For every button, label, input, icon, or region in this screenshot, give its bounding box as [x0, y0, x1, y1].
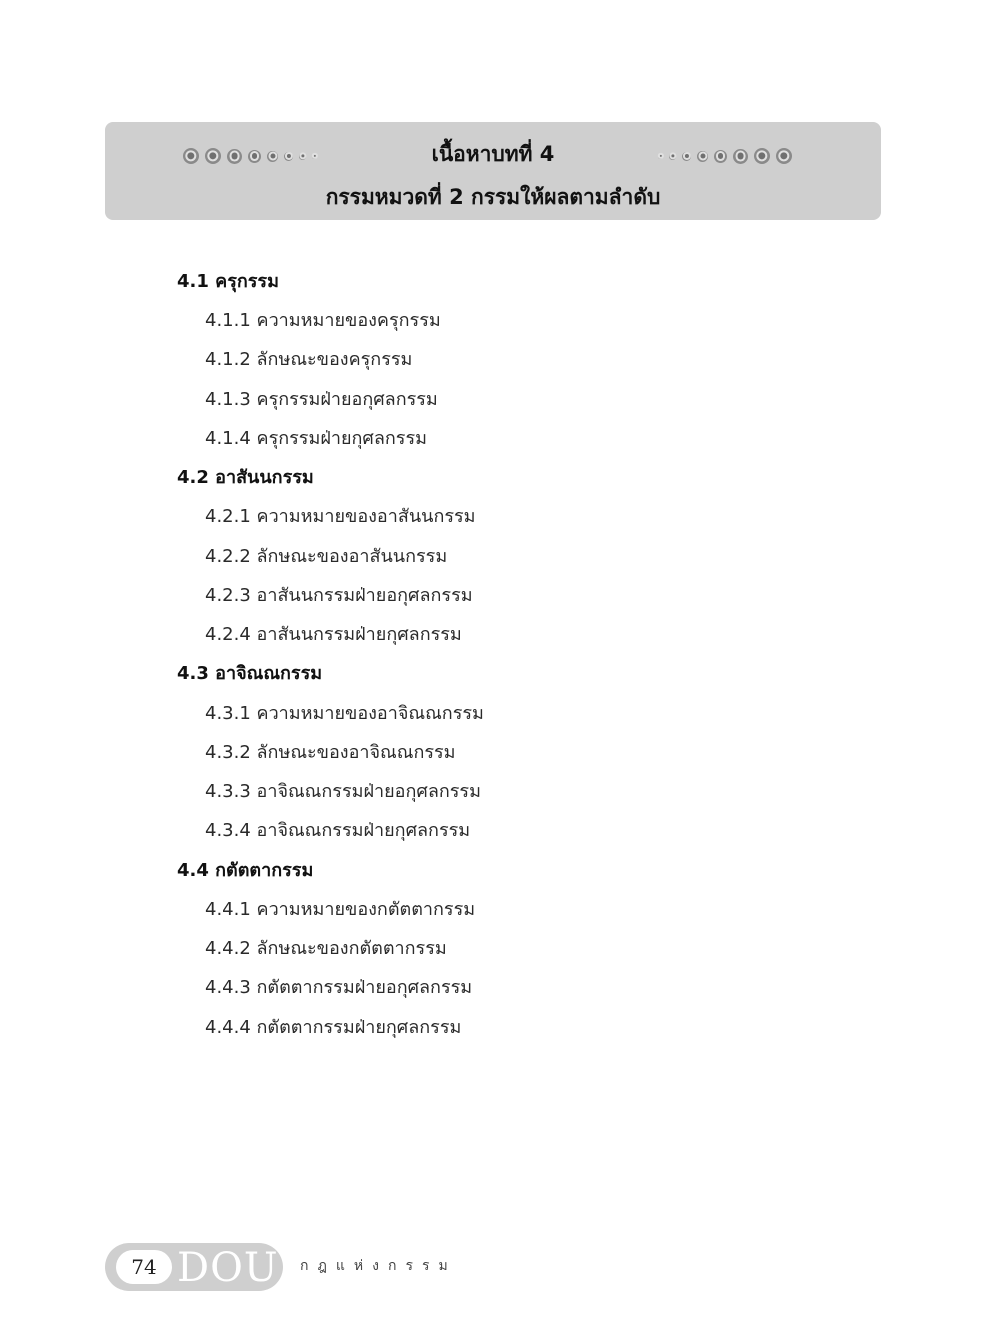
- dot-icon: [682, 152, 691, 161]
- toc-subsection: 4.2.4 อาสันนกรรมฝ่ายกุศลกรรม: [205, 624, 462, 645]
- dot-icon: [697, 151, 708, 162]
- toc-section-heading: 4.1 ครุกรรม: [177, 271, 279, 292]
- chapter-label: เนื้อหาบทที่ 4: [431, 142, 555, 166]
- brand-logo: DOU: [177, 1245, 279, 1291]
- footer-badge: [105, 1243, 283, 1291]
- toc-subsection: 4.1.1 ความหมายของครุกรรม: [205, 310, 441, 331]
- toc-section-heading: 4.3 อาจิณณกรรม: [177, 663, 323, 684]
- toc-subsection: 4.3.4 อาจิณณกรรมฝ่ายกุศลกรรม: [205, 820, 471, 841]
- toc-subsection: 4.2.1 ความหมายของอาสันนกรรม: [205, 506, 476, 527]
- dot-icon: [658, 154, 663, 159]
- toc-section-heading: 4.2 อาสันนกรรม: [177, 467, 314, 488]
- chapter-header-banner: [105, 122, 881, 220]
- dot-icon: [669, 153, 676, 160]
- running-book-title: กฎแห่งกรรม: [300, 1258, 457, 1274]
- dot-icon: [733, 149, 748, 164]
- dot-icon: [776, 148, 792, 164]
- toc-subsection: 4.1.4 ครุกรรมฝ่ายกุศลกรรม: [205, 428, 427, 449]
- toc-subsection: 4.2.2 ลักษณะของอาสันนกรรม: [205, 546, 448, 567]
- toc-section-heading: 4.4 กตัตตากรรม: [177, 860, 314, 881]
- toc-subsection: 4.3.2 ลักษณะของอาจิณณกรรม: [205, 742, 456, 763]
- toc-subsection: 4.4.1 ความหมายของกตัตตากรรม: [205, 899, 476, 920]
- toc-subsection: 4.3.1 ความหมายของอาจิณณกรรม: [205, 703, 484, 724]
- dot-icon: [754, 148, 770, 164]
- toc-subsection: 4.2.3 อาสันนกรรมฝ่ายอกุศลกรรม: [205, 585, 473, 606]
- toc-subsection: 4.1.3 ครุกรรมฝ่ายอกุศลกรรม: [205, 389, 438, 410]
- page-number: 74: [116, 1250, 172, 1284]
- decorative-dots-right: [658, 148, 798, 164]
- toc-subsection: 4.4.2 ลักษณะของกตัตตากรรม: [205, 938, 447, 959]
- chapter-title: กรรมหมวดที่ 2 กรรมให้ผลตามลำดับ: [325, 185, 661, 209]
- toc-subsection: 4.1.2 ลักษณะของครุกรรม: [205, 349, 413, 370]
- toc-subsection: 4.3.3 อาจิณณกรรมฝ่ายอกุศลกรรม: [205, 781, 481, 802]
- dot-icon: [714, 150, 727, 163]
- toc-subsection: 4.4.3 กตัตตากรรมฝ่ายอกุศลกรรม: [205, 977, 473, 998]
- toc-subsection: 4.4.4 กตัตตากรรมฝ่ายกุศลกรรม: [205, 1017, 462, 1038]
